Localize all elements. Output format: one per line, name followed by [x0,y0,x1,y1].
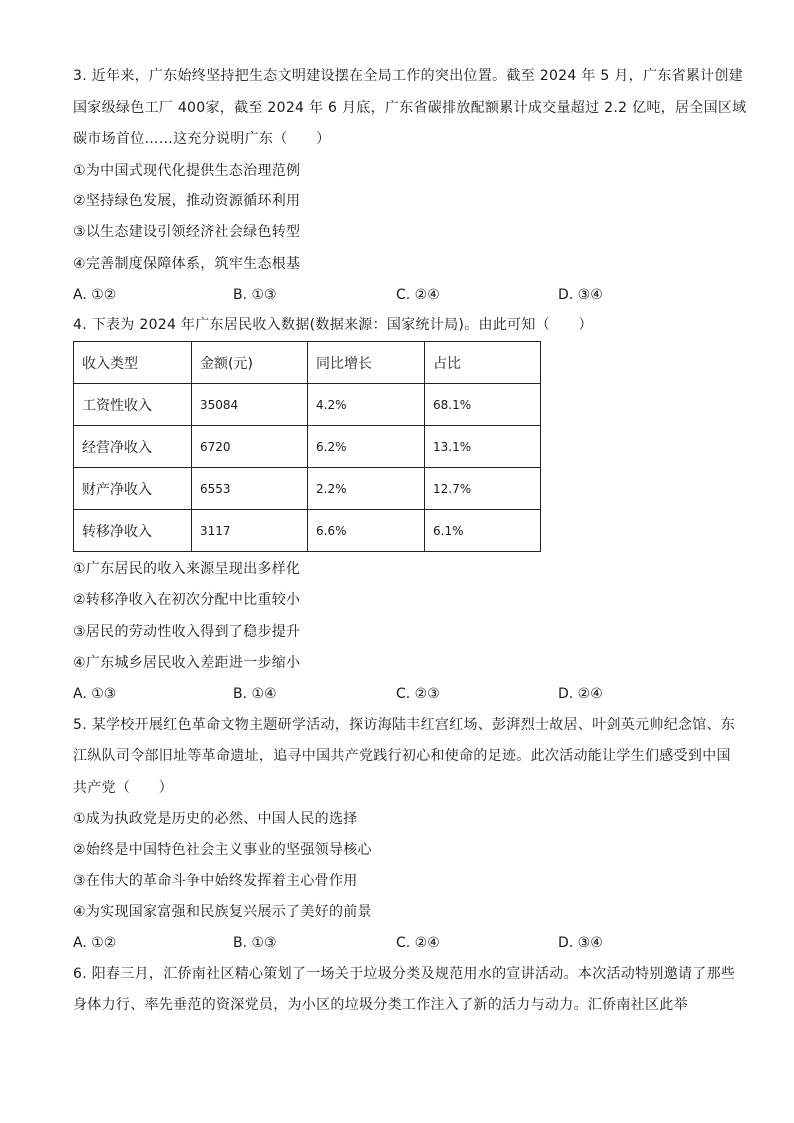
q5-statement-3: ③在伟大的革命斗争中始终发挥着主心骨作用 [73,873,358,889]
income-table [73,341,541,552]
q5-statement-1: ①成为执政党是历史的必然、中国人民的选择 [73,811,358,827]
q4-statement-4: ④广东城乡居民收入差距进一步缩小 [73,655,301,671]
q5-stem-line-1: 5. 某学校开展红色革命文物主题研学活动，探访海陆丰红宫红场、彭湃烈士故居、叶剑英元帅纪念馆、东 [73,717,736,733]
table-cell: 12.7% [425,468,541,510]
q5-statement-4: ④为实现国家富强和民族复兴展示了美好的前景 [73,904,372,920]
table-cell: 工资性收入 [74,384,192,426]
table-row [74,468,541,510]
table-header-cell: 收入类型 [74,342,192,384]
q4-statement-1: ①广东居民的收入来源呈现出多样化 [73,561,301,577]
table-cell: 4.2% [308,384,425,426]
table-cell: 68.1% [425,384,541,426]
table-cell: 6.2% [308,426,425,468]
table-cell: 13.1% [425,426,541,468]
q4-stem: 4. 下表为 2024 年广东居民收入数据(数据来源：国家统计局)。由此可知（ ） [73,317,593,333]
q4-option-b[interactable]: B. ①④ [233,686,277,702]
table-cell: 财产净收入 [74,468,192,510]
q5-option-b[interactable]: B. ①③ [233,935,277,951]
table-row [74,426,541,468]
table-header-cell: 占比 [425,342,541,384]
table-row [74,384,541,426]
q5-stem-line-3: 共产党（ ） [73,780,174,796]
table-cell: 转移净收入 [74,510,192,552]
table-header-cell: 同比增长 [308,342,425,384]
table-header-cell: 金额(元) [192,342,308,384]
q5-stem-line-2: 江纵队司令部旧址等革命遗址，追寻中国共产党践行初心和使命的足迹。此次活动能让学生们感受到中国 [73,748,731,764]
table-row [74,510,541,552]
q3-option-a[interactable]: A. ①② [73,287,117,303]
q4-options [73,684,733,704]
q3-statement-3: ③以生态建设引领经济社会绿色转型 [73,224,301,240]
q3-stem-line-3: 碳市场首位……这充分说明广东（ ） [73,131,331,147]
q4-option-d[interactable]: D. ②④ [558,686,603,702]
table-header-row [74,342,541,384]
q3-statement-4: ④完善制度保障体系，筑牢生态根基 [73,256,301,272]
table-cell: 3117 [192,510,308,552]
q3-statement-2: ②坚持绿色发展，推动资源循环利用 [73,193,301,209]
q3-option-b[interactable]: B. ①③ [233,287,277,303]
table-cell: 6720 [192,426,308,468]
q3-stem-line-2: 国家级绿色工厂 400家，截至 2024 年 6 月底，广东省碳排放配额累计成交量超过 2.2 亿吨，居全国区域 [73,100,747,116]
table-cell: 6.6% [308,510,425,552]
q4-option-c[interactable]: C. ②③ [396,686,440,702]
q5-option-c[interactable]: C. ②④ [396,935,440,951]
q6-stem-line-1: 6. 阳春三月，汇侨南社区精心策划了一场关于垃圾分类及规范用水的宣讲活动。本次活动特别邀请了那些 [73,966,736,982]
table-cell: 35084 [192,384,308,426]
table-cell: 6553 [192,468,308,510]
q3-stem-line-1: 3. 近年来，广东始终坚持把生态文明建设摆在全局工作的突出位置。截至 2024 年 5 月，广东省累计创建 [73,68,744,84]
table-cell: 经营净收入 [74,426,192,468]
q3-options [73,285,733,305]
q6-stem-line-2: 身体力行、率先垂范的资深党员，为小区的垃圾分类工作注入了新的活力与动力。汇侨南社区此举 [73,997,688,1013]
q4-statement-3: ③居民的劳动性收入得到了稳步提升 [73,624,301,640]
q5-options [73,933,733,953]
q3-option-d[interactable]: D. ③④ [558,287,603,303]
q5-statement-2: ②始终是中国特色社会主义事业的坚强领导核心 [73,842,372,858]
q5-option-a[interactable]: A. ①② [73,935,117,951]
q3-option-c[interactable]: C. ②④ [396,287,440,303]
q3-statement-1: ①为中国式现代化提供生态治理范例 [73,163,301,179]
q4-option-a[interactable]: A. ①③ [73,686,117,702]
table-cell: 2.2% [308,468,425,510]
q4-statement-2: ②转移净收入在初次分配中比重较小 [73,592,301,608]
q5-option-d[interactable]: D. ③④ [558,935,603,951]
table-cell: 6.1% [425,510,541,552]
